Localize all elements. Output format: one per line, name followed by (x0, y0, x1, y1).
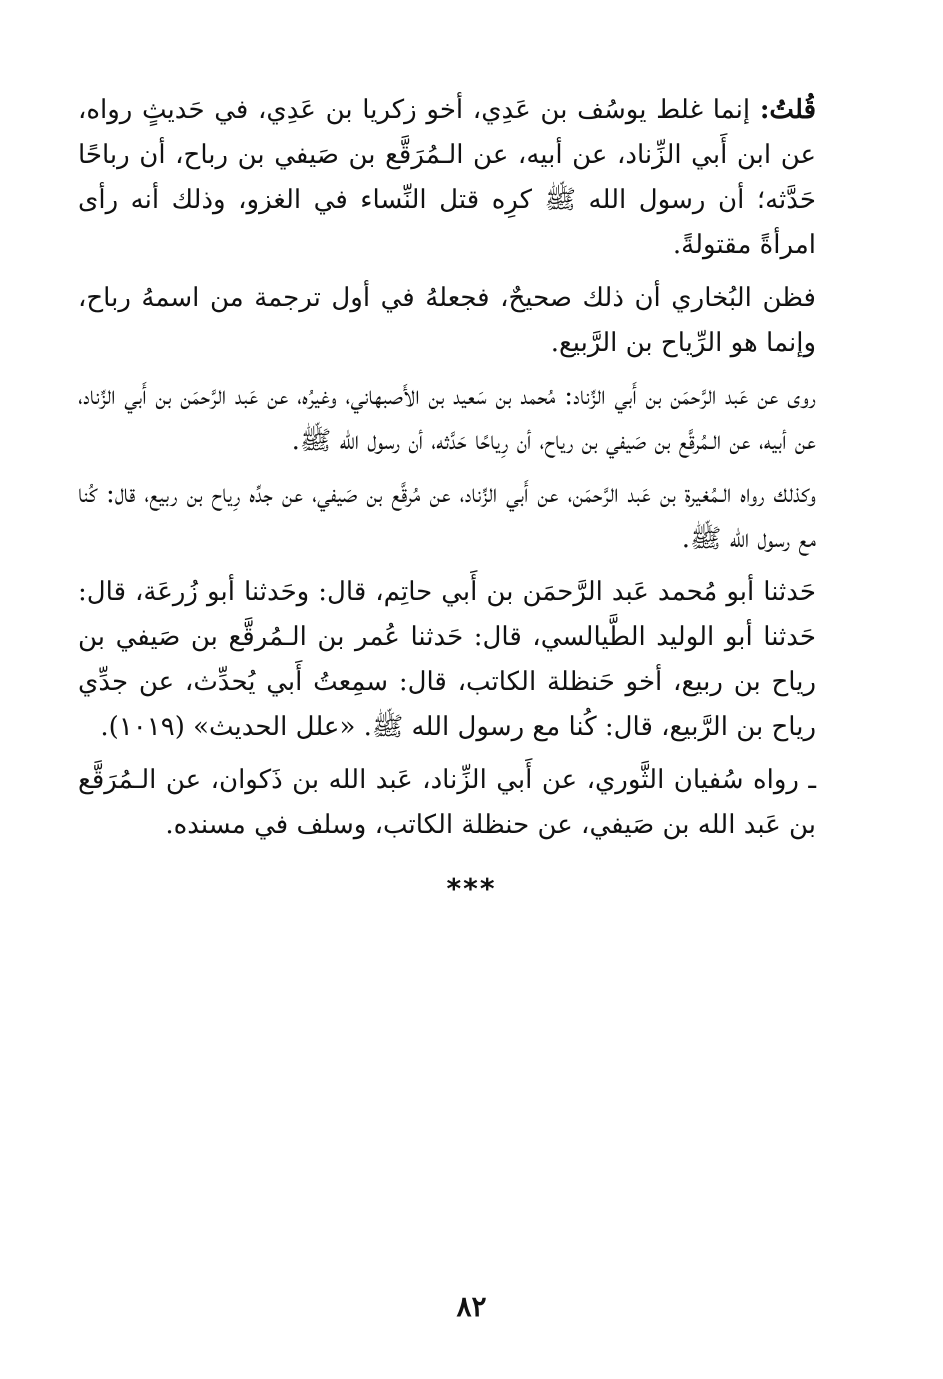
paragraph-6-text: ـ رواه سُفيان الثَّوري، عن أَبي الزِّناد، عَبد الله بن ذَكوان، عن الـمُرَقَّع بن عَبد الله بن صَيفي، عن حنظلة الكاتب، وسلف في مسنده. (78, 765, 816, 840)
paragraph-1-text: إنما غلط يوسُف بن عَدِي، أخو زكريا بن عَدِي، في حَديثٍ رواه، عن ابن أَبي الزِّناد، عن أبيه، عن الـمُرَقَّع بن صَيفي بن رباح، أن رباحًا حَدَّثه؛ أن رسول الله ﷺ كرِه قتل النِّساء في الغزو، وذلك أنه رأى امرأةً مقتولةً. (78, 95, 816, 260)
paragraph-5 (78, 570, 816, 750)
paragraph-2 (78, 276, 816, 366)
paragraph-3 (78, 374, 816, 464)
paragraph-5-text: حَدثنا أبو مُحمد عَبد الرَّحمَن بن أَبي حاتِم، قال: وحَدثنا أبو زُرعَة، قال: حَدثنا أبو الوليد الطَّيالسي، قال: حَدثنا عُمر بن الـمُرقَّع بن صَيفي بن رياح بن ربيع، أخو حَنظلة الكاتب، قال: سمِعتُ أَبي يُحدِّث، عن جدِّي رياح بن الرَّبيع، قال: كُنا مع رسول الله ﷺ. «علل الحديث» (١٠١٩). (78, 577, 816, 742)
paragraph-3-text: روى عن عَبد الرَّحمَن بن أَبي الزِّناد: مُحمد بن سَعيد بن الأَصبهاني، وغيرُه، عن عَبد الرَّحمَن بن أَبي الزِّناد، عن أبيه، عن الـمُرقَّع بن صَيفي بن رياح، أن رِياحًا حَدَّثه، أن رسول الله ﷺ. (78, 381, 816, 456)
paragraph-2-text: فظن البُخاري أن ذلك صحيحٌ، فجعلهُ في أول ترجمة من اسمهُ رباح، وإنما هو الرِّياح بن الرَّبيع. (78, 283, 816, 358)
paragraph-4 (78, 472, 816, 562)
page-body (78, 88, 816, 856)
paragraph-1 (78, 88, 816, 268)
paragraph-4-text: وكذلك رواه الـمُغيرة بن عَبد الرَّحمَن، عن أَبي الزِّناد، عن مُرقَّع بن صَيفي، عن جدِّه رِياح بن ربيع، قال: كُنا مع رسول الله ﷺ. (78, 479, 816, 554)
page-number: ٨٢ (456, 1290, 487, 1323)
paragraph-6 (78, 758, 816, 848)
section-separator: *** (446, 872, 497, 905)
paragraph-1-lead: قُلتُ: (759, 95, 816, 125)
